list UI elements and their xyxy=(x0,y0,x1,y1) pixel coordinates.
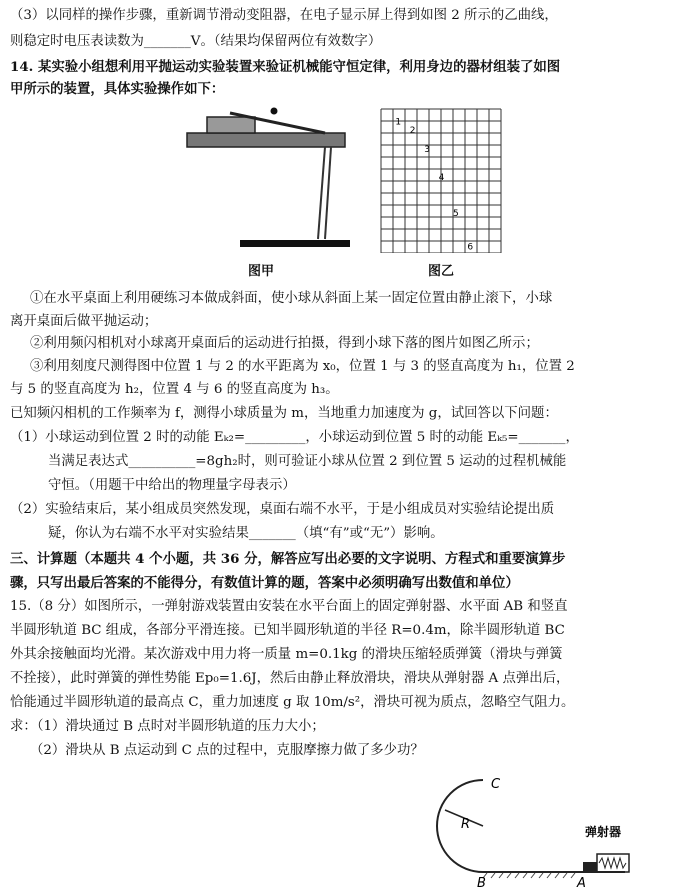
text-line: ②利用频闪相机对小球离开桌面后的运动进行拍摄，得到小球下落的图片如图乙所示； xyxy=(30,336,539,351)
section-3-title: 三、计算题（本题共 4 个小题，共 36 分，解答应写出必要的文字说明、方程式和重要演算步 xyxy=(10,551,566,567)
grid-point-6: 6 xyxy=(467,242,474,253)
grid-point-5: 5 xyxy=(453,208,459,219)
question-15-title: 15.（8 分）如图所示，一弹射游戏装置由安装在水平台面上的固定弹射器、水平面 AB 和竖直 xyxy=(10,599,568,614)
text-line: 离开桌面后做平抛运动； xyxy=(10,314,158,329)
text-line: （1）小球运动到位置 2 时的动能 Eₖ₂=_________，小球运动到位置 5 时的动能 Eₖ₅=_______， xyxy=(10,430,579,445)
text-line: ①在水平桌面上利用硬练习本做成斜面，使小球从斜面上某一固定位置由静止滚下，小球 xyxy=(30,291,553,306)
text-line: （3）以同样的操作步骤，重新调节滑动变阻器，在电子显示屏上得到如图 2 所示的乙曲线， xyxy=(10,8,558,23)
text-line: 守恒。（用题干中给出的物理量字母表示） xyxy=(48,478,296,493)
figure-jia-caption: 图甲 xyxy=(248,264,275,279)
figure-yi-grid xyxy=(380,108,502,253)
text-line: （2）实验结束后，某小组成员突然发现，桌面右端不水平，于是小组成员对实验结论提出质 xyxy=(10,502,555,517)
text-line: 甲所示的装置，具体实验操作如下： xyxy=(10,81,225,97)
grid-point-1: 1 xyxy=(395,117,402,128)
label-A: A xyxy=(577,876,586,887)
grid-point-2: 2 xyxy=(409,126,416,136)
text-line: 已知频闪相机的工作频率为 f，测得小球质量为 m，当地重力加速度为 g，试回答以下问题： xyxy=(10,406,558,421)
text-line: 则稳定时电压表读数为_______V。（结果均保留两位有效数字） xyxy=(10,34,382,49)
text-line: 求：（1）滑块通过 B 点时对半圆形轨道的压力大小； xyxy=(10,719,325,734)
text-line: 不拴接），此时弹簧的弹性势能 Ep₀=1.6J，然后由静止释放滑块，滑块从弹射器 A 点弹出后， xyxy=(10,671,570,686)
text-line: 半圆形轨道 BC 组成，各部分平滑连接。已知半圆形轨道的半径 R=0.4m，除半圆形轨道 BC xyxy=(10,623,565,638)
figure-jia-apparatus xyxy=(185,104,355,254)
grid-point-4: 4 xyxy=(438,172,445,183)
grid-point-3: 3 xyxy=(424,145,430,156)
label-B: B xyxy=(477,876,486,887)
text-line: 骤，只写出最后答案的不能得分，有数值计算的题，答案中必须明确写出数值和单位） xyxy=(10,575,519,591)
label-launcher: 弹射器 xyxy=(585,825,622,839)
text-line: ③利用刻度尺测得图中位置 1 与 2 的水平距离为 x₀，位置 1 与 3 的竖直高度为 h₁，位置 2 xyxy=(30,359,575,374)
figure-yi-caption: 图乙 xyxy=(428,264,455,279)
figure-track-launcher xyxy=(425,772,665,887)
text-line: 外其余接触面均光滑。某次游戏中用力将一质量 m=0.1kg 的滑块压缩轻质弹簧（滑块与弹簧 xyxy=(10,647,563,662)
text-line: （2）滑块从 B 点运动到 C 点的过程中，克服摩擦力做了多少功？ xyxy=(30,743,424,758)
text-line: 与 5 的竖直高度为 h₂，位置 4 与 6 的竖直高度为 h₃。 xyxy=(10,382,339,397)
text-line: 疑，你认为右端不水平对实验结果_______（填“有”或“无”）影响。 xyxy=(48,526,444,541)
question-14-title: 14. 某实验小组想利用平抛运动实验装置来验证机械能守恒定律，利用身边的器材组装了如图 xyxy=(10,59,561,75)
text-line: 当满足表达式__________=8gh₂时，则可验证小球从位置 2 到位置 5 运动的过程机械能 xyxy=(48,454,567,469)
text-line: 恰能通过半圆形轨道的最高点 C，重力加速度 g 取 10m/s²，滑块可视为质点，忽略空气阻力。 xyxy=(10,695,575,710)
label-C: C xyxy=(491,777,501,792)
label-R: R xyxy=(461,817,471,832)
